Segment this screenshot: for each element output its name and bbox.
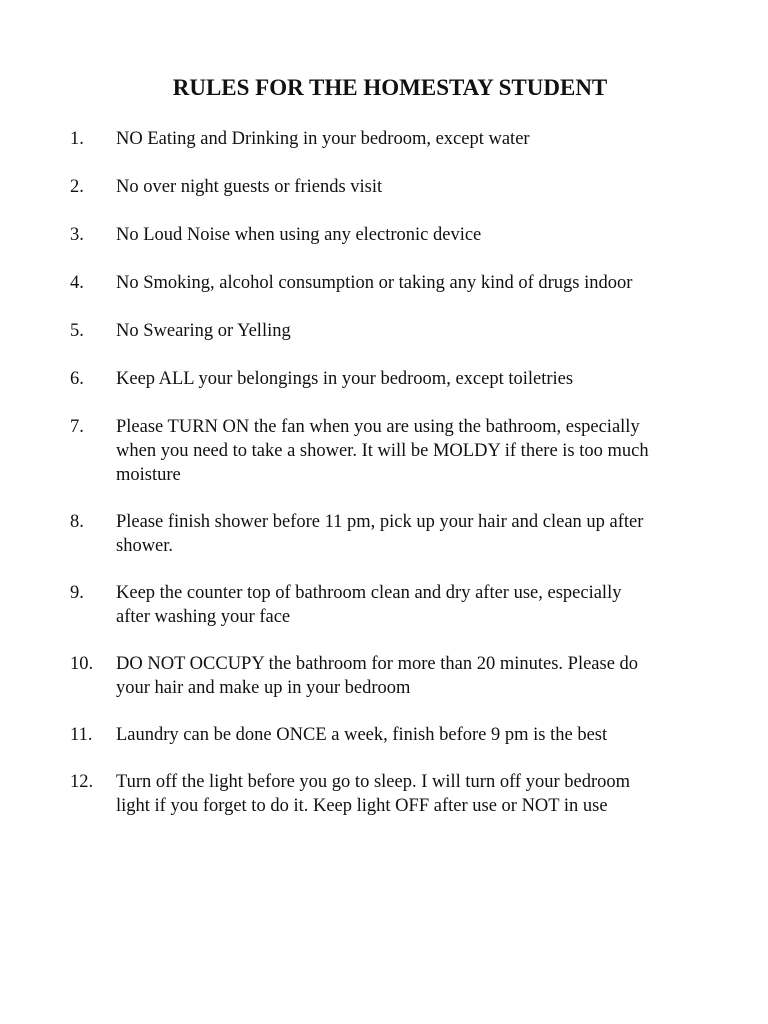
rule-text: NO Eating and Drinking in your bedroom, except water <box>116 129 530 149</box>
rule-number: 7. <box>70 417 84 437</box>
rule-number: 2. <box>70 177 84 197</box>
rule-number: 1. <box>70 129 84 149</box>
rule-text: No Loud Noise when using any electronic device <box>116 225 482 245</box>
rule-item <box>70 367 710 391</box>
rule-number: 12. <box>70 772 94 792</box>
rule-number: 3. <box>70 225 84 245</box>
rule-item <box>70 510 710 558</box>
rule-text: Laundry can be done ONCE a week, finish before 9 pm is the best <box>116 725 608 745</box>
rule-item <box>70 175 710 199</box>
rule-text: No Swearing or Yelling <box>116 321 291 341</box>
rule-number: 10. <box>70 654 94 674</box>
rule-item <box>70 652 710 700</box>
rule-item <box>70 415 710 487</box>
rule-item <box>70 723 710 747</box>
rule-number: 6. <box>70 369 84 389</box>
rule-item <box>70 271 710 295</box>
rule-text: DO NOT OCCUPY the bathroom for more than 20 minutes. Please do your hair and make up in your bedroom <box>116 654 639 698</box>
page-title: RULES FOR THE HOMESTAY STUDENT <box>172 75 608 100</box>
rule-text: Please TURN ON the fan when you are using the bathroom, especially when you need to take a shower. It will be MOLDY if there is too much moisture <box>116 417 649 485</box>
rule-item <box>70 223 710 247</box>
rule-text: Keep the counter top of bathroom clean and dry after use, especially after washing your face <box>116 583 622 627</box>
rule-number: 9. <box>70 583 84 603</box>
rule-item <box>70 127 710 151</box>
rule-number: 8. <box>70 512 84 532</box>
rule-text: No Smoking, alcohol consumption or taking any kind of drugs indoor <box>116 273 633 293</box>
rule-text: No over night guests or friends visit <box>116 177 383 197</box>
rule-text: Turn off the light before you go to sleep. I will turn off your bedroom light if you forget to do it. Keep light OFF after use or NOT in use <box>116 772 630 816</box>
rule-number: 11. <box>70 725 93 745</box>
rule-text: Please finish shower before 11 pm, pick up your hair and clean up after shower. <box>116 512 644 556</box>
rule-item <box>70 581 710 629</box>
rule-number: 5. <box>70 321 84 341</box>
rule-item <box>70 770 710 818</box>
rule-item <box>70 319 710 343</box>
rule-text: Keep ALL your belongings in your bedroom, except toiletries <box>116 369 574 389</box>
rule-number: 4. <box>70 273 84 293</box>
rules-list <box>70 127 710 818</box>
